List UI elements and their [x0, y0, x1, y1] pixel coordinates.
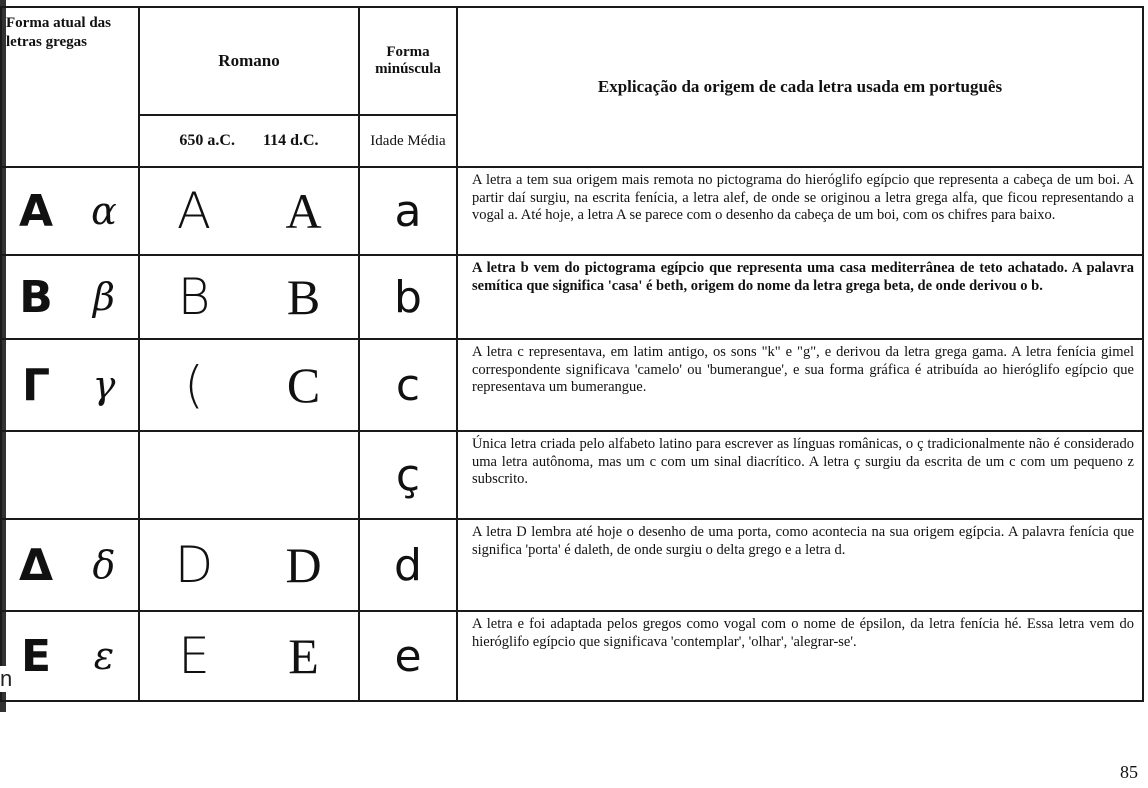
roman-early [139, 431, 249, 519]
header-roman: Romano [139, 7, 359, 115]
greek-lower: α [70, 167, 139, 255]
greek-upper [1, 431, 70, 519]
header-middle-ages: Idade Média [359, 115, 457, 167]
table-row [1, 611, 1143, 701]
edge-text-fragment: n [0, 666, 13, 691]
minuscule: d [359, 519, 457, 611]
table-row [1, 519, 1143, 611]
table-row [1, 255, 1143, 339]
header-explanation: Explicação da origem de cada letra usada em português [457, 7, 1143, 167]
greek-lower: γ [70, 339, 139, 431]
date-late: 114 d.C. [262, 132, 319, 149]
roman-late [249, 431, 359, 519]
table-row [1, 431, 1143, 519]
roman-early: A [139, 167, 249, 255]
greek-lower: δ [70, 519, 139, 611]
date-early: 650 a.C. [179, 132, 235, 149]
greek-lower [70, 431, 139, 519]
table-row [1, 167, 1143, 255]
greek-upper: Δ [1, 519, 70, 611]
table-row [1, 339, 1143, 431]
minuscule: c [359, 339, 457, 431]
explanation: A letra a tem sua origem mais remota no pictograma do hieróglifo egípcio que representa a cabeça de um boi. A partir daí surgiu, na escrita fenícia, a letra alef, de onde se originou a letra grega alfa, que ficou representando a vogal a. Até hoje, a letra A se parece com o desenho da cabeça de um boi, com os chifres para baixo. [457, 167, 1143, 255]
header-minuscule: Forma minúscula [359, 7, 457, 115]
roman-late: C [249, 339, 359, 431]
explanation: A letra c representava, em latim antigo, os sons "k" e "g", e derivou da letra grega gama. A letra fenícia gimel correspondente significava 'camelo' ou 'bumerangue', e sua forma gráfica é atribuída ao hieróglifo egípcio que representava um bumerangue. [457, 339, 1143, 431]
roman-early: E [139, 611, 249, 701]
explanation: A letra D lembra até hoje o desenho de uma porta, como acontecia na sua origem egípcia. A palavra fenícia que significa 'porta' é daleth, de onde surgiu o delta grego e a letra d. [457, 519, 1143, 611]
page-number: 85 [1120, 762, 1138, 782]
greek-upper: B [1, 255, 70, 339]
header-row-1 [1, 7, 1143, 115]
roman-early: D [139, 519, 249, 611]
roman-late: D [249, 519, 359, 611]
minuscule: a [359, 167, 457, 255]
letter-origin-table [0, 6, 1144, 168]
greek-upper: Γ [1, 339, 70, 431]
roman-late: E [249, 611, 359, 701]
minuscule: b [359, 255, 457, 339]
explanation: A letra b vem do pictograma egípcio que representa uma casa mediterrânea de teto achatado. A palavra semítica que significa 'casa' é beth, origem do nome da letra grega beta, de onde derivou o b. [457, 255, 1143, 339]
header-dates [139, 115, 359, 167]
greek-lower: β [70, 255, 139, 339]
minuscule: e [359, 611, 457, 701]
explanation: Única letra criada pelo alfabeto latino para escrever as línguas românicas, o ç tradicionalmente não é considerado uma letra autônoma, mas um c com um sinal diacrítico. A letra ç surgiu da escrita de um c com um pequeno z subscrito. [457, 431, 1143, 519]
letter-rows-table [0, 166, 1144, 702]
explanation: A letra e foi adaptada pelos gregos como vogal com o nome de épsilon, da letra fenícia hé. Essa letra vem do hieróglifo egípcio que significava 'contemplar', 'olhar', 'alegrar-se'. [457, 611, 1143, 701]
greek-upper: A [1, 167, 70, 255]
roman-late: A [249, 167, 359, 255]
roman-early: B [139, 255, 249, 339]
greek-upper: E [1, 611, 70, 701]
roman-early: ( [139, 339, 249, 431]
minuscule: ç [359, 431, 457, 519]
roman-late: B [249, 255, 359, 339]
greek-lower: ε [70, 611, 139, 701]
header-greek: Forma atual das letras gregas [1, 7, 139, 167]
